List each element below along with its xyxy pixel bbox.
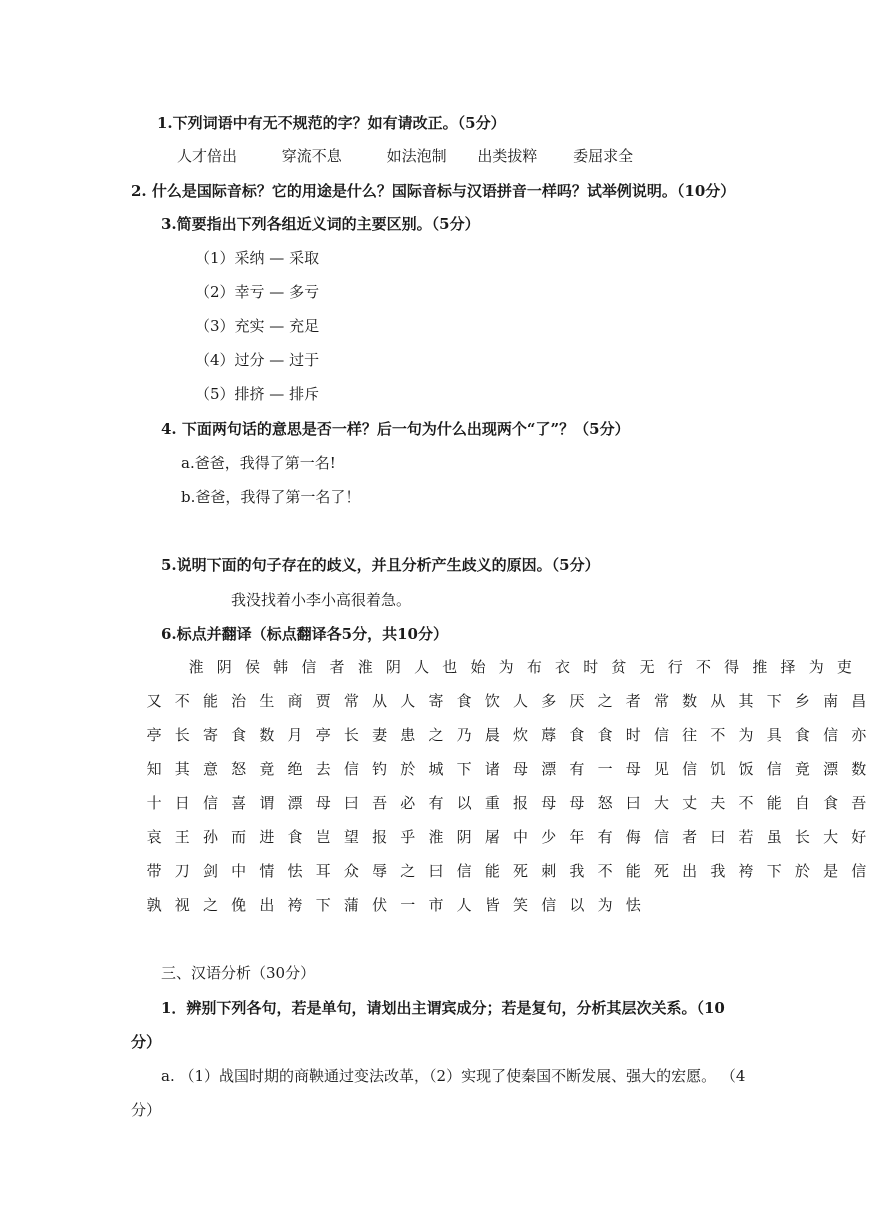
classical-char: 不 xyxy=(710,726,726,744)
classical-char: 淮 xyxy=(428,828,444,846)
classical-char: 必 xyxy=(400,794,416,812)
classical-char: 不 xyxy=(597,862,613,880)
classical-char: 长 xyxy=(174,726,190,744)
classical-char: 袴 xyxy=(738,862,754,880)
classical-char: 报 xyxy=(513,794,529,812)
classical-char: 食 xyxy=(231,726,247,744)
classical-char: 一 xyxy=(597,760,613,778)
classical-char: 是 xyxy=(823,862,839,880)
classical-char: 为 xyxy=(498,658,514,676)
classical-char: 阴 xyxy=(385,658,401,676)
classical-char: 能 xyxy=(625,862,641,880)
classical-char: 人 xyxy=(400,692,416,710)
classical-line-2 xyxy=(140,690,869,712)
classical-char: 食 xyxy=(569,726,585,744)
classical-char: 喜 xyxy=(231,794,247,812)
classical-char: 以 xyxy=(569,896,585,914)
classical-char: 寄 xyxy=(428,692,444,710)
classical-char: 数 xyxy=(259,726,275,744)
q1-terms xyxy=(177,146,633,166)
classical-char: 又 xyxy=(146,692,162,710)
classical-char: 不 xyxy=(174,692,190,710)
classical-char: 韩 xyxy=(273,658,289,676)
classical-char: 母 xyxy=(625,760,641,778)
classical-char: 得 xyxy=(724,658,740,676)
classical-char: 吏 xyxy=(836,658,852,676)
classical-char: 怒 xyxy=(597,794,613,812)
classical-line-7 xyxy=(140,860,869,882)
classical-char: 一 xyxy=(400,896,416,914)
classical-char: 我 xyxy=(569,862,585,880)
classical-char: 蒲 xyxy=(343,896,359,914)
classical-char: 出 xyxy=(259,896,275,914)
classical-char: 带 xyxy=(146,862,162,880)
classical-char: 贫 xyxy=(611,658,627,676)
classical-char: 孰 xyxy=(146,896,162,914)
classical-char: 不 xyxy=(738,794,754,812)
classical-char: 死 xyxy=(513,862,529,880)
classical-char: 曰 xyxy=(710,828,726,846)
classical-char: 情 xyxy=(259,862,275,880)
term-5: 委屈求全 xyxy=(573,147,634,165)
q4-sentence-a: a.爸爸，我得了第一名! xyxy=(181,454,336,472)
classical-char: 食 xyxy=(456,692,472,710)
classical-char: 者 xyxy=(329,658,345,676)
classical-char: 长 xyxy=(343,726,359,744)
classical-char: 出 xyxy=(682,862,698,880)
classical-char: 始 xyxy=(470,658,486,676)
classical-char: 饥 xyxy=(710,760,726,778)
classical-char: 岂 xyxy=(315,828,331,846)
classical-char: 之 xyxy=(597,692,613,710)
classical-char: 有 xyxy=(569,760,585,778)
classical-char: 信 xyxy=(456,862,472,880)
classical-char: 亭 xyxy=(146,726,162,744)
classical-char: 信 xyxy=(766,760,782,778)
classical-char: 侯 xyxy=(244,658,260,676)
classical-char: 为 xyxy=(738,726,754,744)
classical-char: 时 xyxy=(625,726,641,744)
classical-char: 蓐 xyxy=(541,726,557,744)
classical-char: 之 xyxy=(400,862,416,880)
classical-char: 意 xyxy=(202,760,218,778)
classical-char: 以 xyxy=(456,794,472,812)
term-1: 人才倍出 xyxy=(177,147,238,165)
classical-char: 饭 xyxy=(738,760,754,778)
classical-char: 行 xyxy=(667,658,683,676)
classical-char: 能 xyxy=(484,862,500,880)
classical-char: 屠 xyxy=(484,828,500,846)
classical-char: 大 xyxy=(653,794,669,812)
classical-char: 者 xyxy=(625,692,641,710)
q6-title: 6.标点并翻译（标点翻译各5分，共10分） xyxy=(161,625,448,643)
classical-char: 治 xyxy=(231,692,247,710)
s3-a-line-1: a. （1）战国时期的商鞅通过变法改革，（2）实现了使秦国不断发展、强大的宏愿。 （4 xyxy=(161,1067,746,1085)
classical-line-5 xyxy=(140,792,869,814)
classical-char: 知 xyxy=(146,760,162,778)
classical-char: 母 xyxy=(315,794,331,812)
q3-item-1: （1）采纳 — 采取 xyxy=(195,249,320,267)
classical-char: 能 xyxy=(766,794,782,812)
classical-char: 辱 xyxy=(372,862,388,880)
classical-char: 能 xyxy=(202,692,218,710)
classical-char: 亦 xyxy=(851,726,867,744)
classical-char: 望 xyxy=(343,828,359,846)
classical-char: 我 xyxy=(710,862,726,880)
classical-char: 长 xyxy=(794,828,810,846)
classical-char: 淮 xyxy=(357,658,373,676)
classical-char: 漂 xyxy=(541,760,557,778)
classical-char: 具 xyxy=(766,726,782,744)
q5-title: 5.说明下面的句子存在的歧义，并且分析产生歧义的原因。（5分） xyxy=(161,556,600,574)
term-4: 出类拔粹 xyxy=(477,147,538,165)
classical-char: 之 xyxy=(202,896,218,914)
classical-char: 人 xyxy=(513,692,529,710)
q3-item-2: （2）幸亏 — 多亏 xyxy=(195,283,320,301)
classical-char: 下 xyxy=(766,692,782,710)
classical-char: 阴 xyxy=(216,658,232,676)
classical-char: 信 xyxy=(202,794,218,812)
classical-char: 诸 xyxy=(484,760,500,778)
classical-char: 吾 xyxy=(372,794,388,812)
classical-char: 市 xyxy=(428,896,444,914)
classical-char: 绝 xyxy=(287,760,303,778)
classical-char: 曰 xyxy=(625,794,641,812)
classical-char: 淮 xyxy=(188,658,204,676)
classical-char: 食 xyxy=(794,726,810,744)
classical-char: 曰 xyxy=(343,794,359,812)
classical-char: 怯 xyxy=(287,862,303,880)
classical-char: 谓 xyxy=(259,794,275,812)
q3-item-5: （5）排挤 — 排斥 xyxy=(195,385,320,403)
classical-char: 从 xyxy=(372,692,388,710)
section-3-heading: 三、汉语分析（30分） xyxy=(161,964,316,982)
classical-char: 刺 xyxy=(541,862,557,880)
q3-item-4: （4）过分 — 过于 xyxy=(195,351,320,369)
classical-char: 耳 xyxy=(315,862,331,880)
s3-q1-line-1: 1．辨别下列各句，若是单句，请划出主谓宾成分；若是复句，分析其层次关系。（10 xyxy=(161,999,725,1017)
classical-char: 孙 xyxy=(202,828,218,846)
classical-char: 推 xyxy=(752,658,768,676)
classical-char: 侮 xyxy=(625,828,641,846)
classical-char: 食 xyxy=(823,794,839,812)
classical-char: 妻 xyxy=(372,726,388,744)
classical-char: 而 xyxy=(231,828,247,846)
classical-char: 进 xyxy=(259,828,275,846)
classical-char: 虽 xyxy=(766,828,782,846)
classical-char: 少 xyxy=(541,828,557,846)
classical-char: 乎 xyxy=(400,828,416,846)
classical-char: 乡 xyxy=(794,692,810,710)
classical-char: 不 xyxy=(695,658,711,676)
classical-char: 吾 xyxy=(851,794,867,812)
classical-char: 袴 xyxy=(287,896,303,914)
classical-char: 乃 xyxy=(456,726,472,744)
classical-char: 有 xyxy=(428,794,444,812)
classical-char: 从 xyxy=(710,692,726,710)
classical-char: 皆 xyxy=(484,896,500,914)
classical-char: 母 xyxy=(513,760,529,778)
classical-char: 也 xyxy=(442,658,458,676)
classical-char: 大 xyxy=(823,828,839,846)
classical-char: 时 xyxy=(583,658,599,676)
classical-char: 年 xyxy=(569,828,585,846)
classical-char: 数 xyxy=(851,760,867,778)
classical-char: 为 xyxy=(597,896,613,914)
classical-char: 择 xyxy=(780,658,796,676)
q1-title: 1.下列词语中有无不规范的字？如有请改正。（5分） xyxy=(157,114,506,132)
classical-char: 为 xyxy=(808,658,824,676)
classical-char: 信 xyxy=(301,658,317,676)
classical-char: 於 xyxy=(400,760,416,778)
classical-char: 俛 xyxy=(231,896,247,914)
classical-char: 商 xyxy=(287,692,303,710)
classical-char: 之 xyxy=(428,726,444,744)
classical-char: 寄 xyxy=(202,726,218,744)
classical-char: 常 xyxy=(343,692,359,710)
classical-char: 若 xyxy=(738,828,754,846)
classical-char: 夫 xyxy=(710,794,726,812)
classical-char: 往 xyxy=(682,726,698,744)
classical-char: 怒 xyxy=(231,760,247,778)
classical-char: 丈 xyxy=(682,794,698,812)
q5-sentence: 我没找着小李小高很着急。 xyxy=(231,591,412,609)
classical-char: 自 xyxy=(794,794,810,812)
classical-char: 重 xyxy=(484,794,500,812)
classical-char: 下 xyxy=(456,760,472,778)
classical-char: 患 xyxy=(400,726,416,744)
classical-line-4 xyxy=(140,758,869,780)
classical-char: 竟 xyxy=(794,760,810,778)
classical-char: 生 xyxy=(259,692,275,710)
classical-line-6 xyxy=(140,826,869,848)
classical-char: 好 xyxy=(851,828,867,846)
classical-char: 月 xyxy=(287,726,303,744)
classical-char: 其 xyxy=(174,760,190,778)
classical-char: 下 xyxy=(315,896,331,914)
q2-title: 2. 什么是国际音标？它的用途是什么？国际音标与汉语拼音一样吗？试举例说明。（10分） xyxy=(131,182,736,200)
classical-line-3 xyxy=(140,724,869,746)
q4-title: 4. 下面两句话的意思是否一样？后一句为什么出现两个“了”？（5分） xyxy=(161,420,630,438)
classical-char: 阴 xyxy=(456,828,472,846)
classical-char: 漂 xyxy=(287,794,303,812)
q3-title: 3.简要指出下列各组近义词的主要区别。（5分） xyxy=(161,215,480,233)
classical-char: 竟 xyxy=(259,760,275,778)
classical-char: 南 xyxy=(823,692,839,710)
classical-char: 剑 xyxy=(202,862,218,880)
classical-char: 人 xyxy=(414,658,430,676)
classical-char: 晨 xyxy=(484,726,500,744)
classical-char: 母 xyxy=(569,794,585,812)
classical-char: 数 xyxy=(682,692,698,710)
classical-char: 众 xyxy=(343,862,359,880)
classical-char: 信 xyxy=(823,726,839,744)
classical-char: 日 xyxy=(174,794,190,812)
classical-char: 昌 xyxy=(851,692,867,710)
classical-char: 信 xyxy=(653,726,669,744)
classical-char: 中 xyxy=(231,862,247,880)
classical-char: 有 xyxy=(597,828,613,846)
classical-line-8 xyxy=(140,894,647,916)
classical-char: 伏 xyxy=(372,896,388,914)
classical-char: 贾 xyxy=(315,692,331,710)
classical-char: 刀 xyxy=(174,862,190,880)
classical-char: 漂 xyxy=(823,760,839,778)
classical-char: 食 xyxy=(597,726,613,744)
classical-char: 衣 xyxy=(555,658,571,676)
classical-char: 哀 xyxy=(146,828,162,846)
classical-char: 饮 xyxy=(484,692,500,710)
classical-char: 信 xyxy=(653,828,669,846)
s3-a-line-2: 分） xyxy=(131,1101,162,1119)
classical-line-1 xyxy=(182,656,859,678)
classical-char: 亭 xyxy=(315,726,331,744)
classical-char: 中 xyxy=(513,828,529,846)
classical-char: 报 xyxy=(372,828,388,846)
term-3: 如法泡制 xyxy=(386,147,447,165)
classical-char: 钓 xyxy=(372,760,388,778)
classical-char: 十 xyxy=(146,794,162,812)
classical-char: 见 xyxy=(653,760,669,778)
classical-char: 信 xyxy=(541,896,557,914)
classical-char: 者 xyxy=(682,828,698,846)
classical-char: 於 xyxy=(794,862,810,880)
classical-char: 死 xyxy=(653,862,669,880)
classical-char: 布 xyxy=(526,658,542,676)
classical-char: 视 xyxy=(174,896,190,914)
classical-char: 其 xyxy=(738,692,754,710)
classical-char: 怯 xyxy=(625,896,641,914)
classical-char: 食 xyxy=(287,828,303,846)
classical-char: 信 xyxy=(851,862,867,880)
classical-char: 人 xyxy=(456,896,472,914)
q3-item-3: （3）充实 — 充足 xyxy=(195,317,320,335)
classical-char: 多 xyxy=(541,692,557,710)
classical-char: 去 xyxy=(315,760,331,778)
s3-q1-line-2: 分） xyxy=(131,1033,162,1051)
classical-char: 厌 xyxy=(569,692,585,710)
classical-char: 王 xyxy=(174,828,190,846)
classical-char: 炊 xyxy=(513,726,529,744)
classical-char: 常 xyxy=(653,692,669,710)
q4-sentence-b: b.爸爸，我得了第一名了！ xyxy=(181,488,361,506)
classical-char: 母 xyxy=(541,794,557,812)
classical-char: 无 xyxy=(639,658,655,676)
term-2: 穿流不息 xyxy=(281,147,342,165)
classical-char: 曰 xyxy=(428,862,444,880)
classical-char: 信 xyxy=(682,760,698,778)
classical-char: 下 xyxy=(766,862,782,880)
classical-char: 笑 xyxy=(513,896,529,914)
classical-char: 信 xyxy=(343,760,359,778)
classical-char: 城 xyxy=(428,760,444,778)
